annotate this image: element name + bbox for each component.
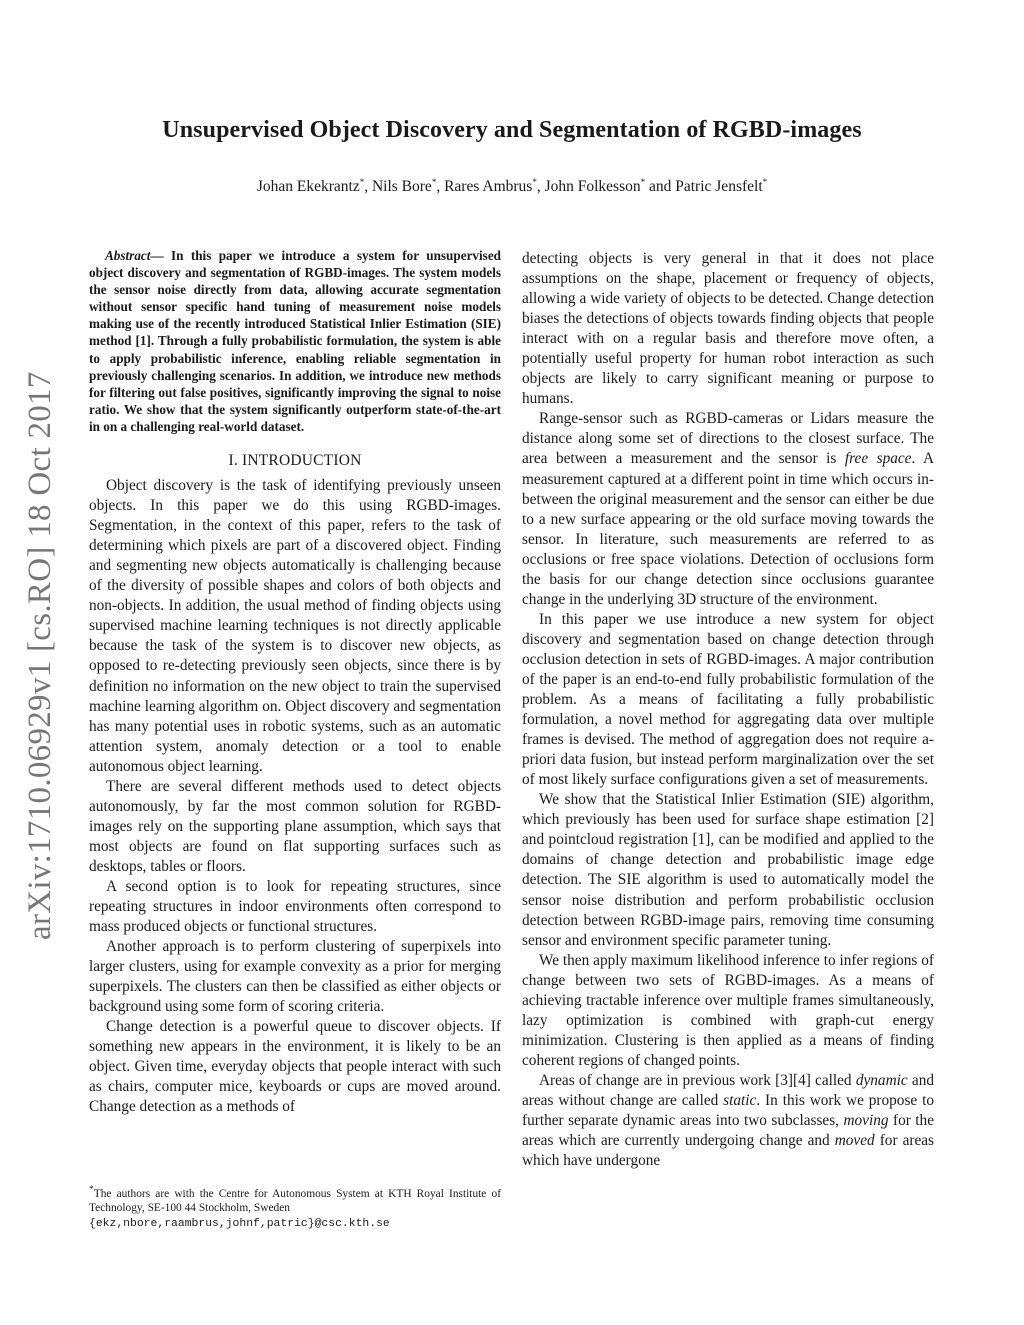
abstract: Abstract— In this paper we introduce a system for unsupervised object discovery and segmentation of RGBD-images. The system models the sensor noise directly from data, allowing accurate segmentation without sensor specific hand tuning of measurement noise models making use of the recently introduced Statistical Inlier Estimation (SIE) method [1]. Through a fully probabilistic formulation, the system is able to apply probabilistic inference, enabling reliable segmentation in previously challenging scenarios. In addition, we introduce new methods for filtering out false positives, significantly improving the signal to noise ratio. We show that the system significantly outperform state-of-the-art in on a challenging real-world dataset. bbox=[89, 248, 502, 434]
paragraph: detecting objects is very general in that it does not place assumptions on the shape, placement or frequency of objects, allowing a wide variety of objects to be detected. Change detection biases the detections of objects towards finding objects that people interact with on a regular basis and therefore move often, a potentially useful property for human robot interaction as such objects are likely to carry significant meaning or purpose to humans. bbox=[522, 250, 934, 408]
emphasis: dynamic bbox=[855, 1071, 908, 1089]
paper-title: Unsupervised Object Discovery and Segmentation of RGBD-images bbox=[162, 117, 862, 143]
paragraph: We then apply maximum likelihood inference to infer regions of change between two sets of RGBD-images. As a means of achieving tractable inference over multiple frames simultaneously, lazy optimization is combined with graph-cut energy minimization. Clustering is then applied as a means of finding coherent regions of changed points. bbox=[522, 951, 934, 1069]
paragraph: A second option is to look for repeating structures, since repeating structures in indoor environments often correspond to mass produced objects or functional structures. bbox=[89, 877, 501, 936]
paragraph: We show that the Statistical Inlier Estimation (SIE) algorithm, which previously has been used for surface shape estimation [2] and pointcloud registration [1], can be modified and applied to the domains of change detection and probabilistic image edge detection. The SIE algorithm is used to automatically model the sensor noise distribution and perform probabilistic occlusion detection between RGBD-image pairs, removing time consuming sensor and environment specific parameter tuning. bbox=[522, 791, 934, 949]
author-mark: * bbox=[431, 176, 437, 187]
paragraph: Change detection is a powerful queue to discover objects. If something new appears in the environment, it is likely to be an object. Given time, everyday objects that people interact with such as chairs, computer mice, keyboards or cups are moved around. Change detection as a methods of bbox=[89, 1018, 501, 1116]
author-mark: * bbox=[532, 176, 537, 187]
right-column bbox=[522, 249, 934, 1171]
paragraph: Another approach is to perform clustering of superpixels into larger clusters, using for example convexity as a prior for merging superpixels. The clusters can then be classified as either objects or background using some form of scoring criteria. bbox=[89, 938, 501, 1016]
author-name: Rares Ambrus bbox=[444, 178, 533, 195]
left-column bbox=[89, 247, 501, 1118]
author-name: Johan Ekekrantz bbox=[256, 178, 360, 195]
author-name: Nils Bore bbox=[371, 178, 432, 195]
paragraph: In this paper we use introduce a new system for object discovery and segmentation based on change detection through occlusion detection in sets of RGBD-images. A major contribution of the paper is an end-to-end fully probabilistic formulation of the problem. As a means of facilitating a fully probabilistic formulation, a novel method for aggregating data over multiple frames is devised. The method of aggregation does not require a-priori data fusion, but instead perform marginalization over the set of most likely surface configurations given a set of measurements. bbox=[522, 610, 934, 789]
paragraph: Areas of change are in previous work [3][4] called dynamic and areas without change are called static. In this work we propose to further separate dynamic areas into two subclasses, moving for the areas which are currently undergoing change and moved for areas which have undergone bbox=[522, 1071, 934, 1170]
footnote bbox=[89, 1183, 501, 1231]
author-name: John Folkesson bbox=[544, 178, 641, 195]
author-list: Johan Ekekrantz*, Nils Bore*, Rares Ambrus*, John Folkesson* and Patric Jensfelt* bbox=[256, 176, 768, 195]
paragraph: Range-sensor such as RGBD-cameras or Lidars measure the distance along some set of directions to the closest surface. The area between a measurement and the sensor is free space. A measurement captured at a different point in time which occurs in-between the original measurement and the sensor can either be due to a new surface appearing or the old surface moving towards the sensor. In literature, such measurements are referred to as occlusions or free space violations. Detection of occlusions form the basis for our change detection since occlusions guarantee change in the underlying 3D structure of the environment. bbox=[522, 410, 935, 608]
abstract-text: In this paper we introduce a system for unsupervised object discovery and segmentation of RGBD-images. The system models the sensor noise directly from data, allowing accurate segmentation without sensor specific hand tuning of measurement noise models making use of the recently introduced Statistical Inlier Estimation (SIE) method [1]. Through a fully probabilistic formulation, the system is able to apply probabilistic inference, enabling reliable segmentation in previously challenging scenarios. In addition, we introduce new methods for filtering out false positives, significantly improving the signal to noise ratio. We show that the system significantly outperform state-of-the-art in on a challenging real-world dataset. bbox=[89, 248, 502, 434]
paragraph: Object discovery is the task of identifying previously unseen objects. In this paper we do this using RGBD-images. Segmentation, in the context of this paper, refers to the task of determining which pixels are part of a discovered object. Finding and segmenting new objects automatically is challenging because of the diversity of possible shapes and colors of both objects and non-objects. In addition, the usual method of finding objects using supervised machine learning techniques is not directly applicable because the task of the system is to discover new objects, as opposed to re-detecting previously seen objects, since there is by definition no information on the new object to train the supervised machine learning algorithm on. Object discovery and segmentation has many potential uses in robotic systems, such as an automatic attention system, anomaly detection or a tool to enable autonomous object learning. bbox=[89, 477, 501, 775]
emphasis: free space bbox=[844, 450, 912, 468]
section-heading: I. INTRODUCTION bbox=[228, 452, 362, 470]
arxiv-identifier: arXiv:1710.06929v1 [cs.RO] 18 Oct 2017 bbox=[22, 371, 58, 940]
author-mark: * bbox=[640, 176, 646, 187]
emphasis: moving bbox=[843, 1112, 889, 1130]
author-name: Patric Jensfelt bbox=[675, 178, 763, 195]
footnote-emails: {ekz,nbore,raambrus,johnf,patric}@csc.kth.se bbox=[89, 1217, 390, 1230]
author-mark: * bbox=[359, 176, 365, 187]
emphasis: static bbox=[723, 1091, 757, 1109]
footnote-text: The authors are with the Centre for Autonomous System at KTH Royal Institute of Technology, SE-100 44 Stockholm, Sweden bbox=[89, 1187, 501, 1215]
footnote-mark: * bbox=[89, 1185, 94, 1195]
emphasis: moved bbox=[834, 1132, 875, 1150]
paragraph: There are several different methods used to detect objects autonomously, by far the most common solution for RGBD-images rely on the supporting plane assumption, which says that most objects are found on flat supporting surfaces such as desktops, tables or floors. bbox=[89, 777, 501, 875]
author-mark: * bbox=[762, 176, 768, 187]
abstract-label: Abstract bbox=[105, 248, 151, 263]
